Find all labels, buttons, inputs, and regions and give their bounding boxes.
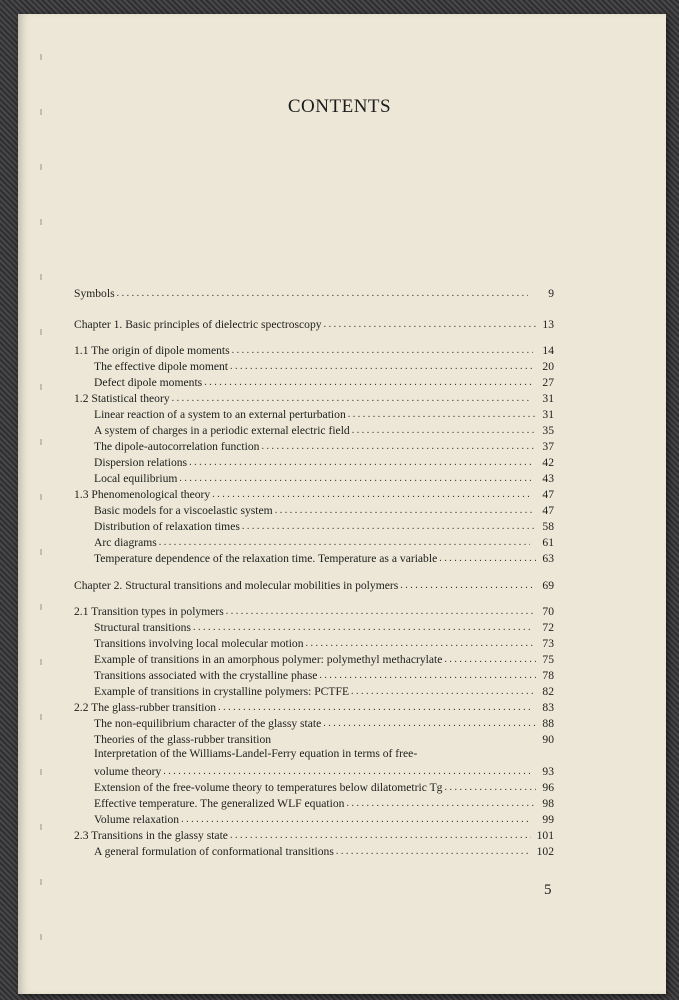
toc-subsection (74, 358, 554, 374)
toc-entry-label: 1.3 Phenomenological theory (74, 488, 211, 501)
leader-dots (346, 797, 536, 811)
toc-subsection (74, 715, 554, 731)
leader-dots (181, 813, 531, 827)
toc-section (74, 390, 554, 406)
leader-dots (159, 536, 530, 550)
toc-entry-label: Symbols (74, 287, 115, 300)
toc-subsection (74, 534, 554, 550)
toc-subsection (74, 502, 554, 518)
toc-entry-label: Temperature dependence of the relaxation time. Temperature as a variable (94, 552, 438, 565)
leader-dots (336, 845, 531, 859)
toc-subsection (74, 683, 554, 699)
leader-dots (193, 621, 532, 635)
leader-dots (261, 440, 534, 454)
toc-entry-page: 73 (542, 637, 554, 650)
toc-entry-label: Example of transitions in an amorphous polymer: polymethyl methacrylate (94, 653, 443, 666)
leader-dots (163, 765, 530, 779)
binding-stitches (40, 54, 42, 954)
leader-dots (444, 653, 536, 667)
toc-entry-label: Extension of the free-volume theory to temperatures below dilatometric Tg (94, 781, 443, 794)
toc-entry-label: 2.1 Transition types in polymers (74, 605, 224, 618)
toc-entry-page: 69 (542, 579, 554, 592)
toc-entry-label: Example of transitions in crystalline polymers: PCTFE (94, 685, 350, 698)
leader-dots (226, 605, 533, 619)
toc-subsection (74, 454, 554, 470)
leader-dots (242, 520, 534, 534)
toc-entry-label: Transitions involving local molecular motion (94, 637, 304, 650)
toc-subsection (74, 438, 554, 454)
toc-entry-page: 35 (542, 424, 554, 437)
toc-entry-page: 96 (542, 781, 554, 794)
toc-subsection (74, 843, 554, 859)
toc-entry-page: 82 (542, 685, 554, 698)
toc-entry-label: Structural transitions (94, 621, 191, 634)
toc-entry-page: 37 (542, 440, 554, 453)
toc-entry-page: 31 (542, 392, 554, 405)
page-title: CONTENTS (287, 96, 392, 117)
toc-entry-page: 78 (542, 669, 554, 682)
toc-entry-label: Distribution of relaxation times (94, 520, 240, 533)
leader-dots (444, 781, 536, 795)
toc-subsection (74, 550, 554, 566)
leader-dots (212, 488, 532, 502)
toc-entry-page: 27 (542, 376, 554, 389)
toc-entry-page: 99 (542, 813, 554, 826)
toc-subsection (74, 667, 554, 683)
toc-entry-label: The non-equilibrium character of the glassy state (94, 717, 322, 730)
toc-subsection (74, 422, 554, 438)
toc-entry-label: Dispersion relations (94, 456, 188, 469)
leader-dots (218, 701, 533, 715)
leader-dots (117, 287, 528, 301)
leader-dots (352, 424, 537, 438)
toc-entry-label: Volume relaxation (94, 813, 180, 826)
toc-entry-page: 93 (542, 765, 554, 778)
toc-entry-page: 83 (542, 701, 554, 714)
leader-dots (189, 456, 531, 470)
toc-entry-page: 101 (536, 829, 554, 842)
toc-subsection (74, 811, 554, 827)
toc-section (74, 342, 554, 358)
leader-dots (400, 579, 536, 593)
toc-entry-page: 102 (536, 845, 554, 858)
toc-subsection (74, 470, 554, 486)
toc-entry-page: 43 (542, 472, 554, 485)
toc-entry-page: 14 (542, 344, 554, 357)
toc-subsection (74, 518, 554, 534)
toc-entry-label: Defect dipole moments (94, 376, 203, 389)
toc-subsection (74, 635, 554, 651)
toc-chapter (74, 577, 554, 593)
toc-entry-label: A system of charges in a periodic external electric field (94, 424, 350, 437)
toc-entry-label: A general formulation of conformational transitions (94, 845, 334, 858)
toc-section (74, 827, 554, 843)
toc-entry-page: 20 (542, 360, 554, 373)
leader-dots (439, 552, 536, 566)
leader-dots (179, 472, 530, 486)
toc-entry (74, 285, 554, 301)
leader-dots (204, 376, 532, 390)
toc-entry-page: 31 (542, 408, 554, 421)
leader-dots (306, 637, 537, 651)
leader-dots (319, 669, 536, 683)
toc-entry-label: 2.2 The glass-rubber transition (74, 701, 217, 714)
toc-entry-label: Linear reaction of a system to an external perturbation (94, 408, 346, 421)
leader-dots (172, 392, 531, 406)
toc-entry-label: Arc diagrams (94, 536, 157, 549)
toc-entry-label: Local equilibrium (94, 472, 178, 485)
toc-entry-label: Chapter 1. Basic principles of dielectric spectroscopy (74, 318, 322, 331)
toc-chapter (74, 316, 554, 332)
leader-dots (230, 829, 531, 843)
toc-entry-label: Effective temperature. The generalized WLF equation (94, 797, 345, 810)
toc-entry-label: The effective dipole moment (94, 360, 229, 373)
toc-entry-page: 61 (542, 536, 554, 549)
toc-entry-page: 9 (548, 287, 554, 300)
toc-entry-label-line1: Interpretation of the Williams-Landel-Ferry equation in terms of free- (94, 747, 418, 760)
toc-entry-label: Theories of the glass-rubber transition (94, 733, 272, 746)
toc-section (74, 603, 554, 619)
toc-entry-page: 90 (542, 733, 554, 746)
toc-entry-page: 63 (542, 552, 554, 565)
toc-subsection (74, 795, 554, 811)
toc-section (74, 486, 554, 502)
toc-entry-label: 1.2 Statistical theory (74, 392, 170, 405)
toc-subsection (74, 779, 554, 795)
toc-entry-page: 75 (542, 653, 554, 666)
toc-entry-page: 72 (542, 621, 554, 634)
toc-subsection (74, 374, 554, 390)
leader-dots (324, 318, 537, 332)
leader-dots (232, 344, 534, 358)
toc-entry-label: volume theory (94, 765, 162, 778)
toc-entry-label: Transitions associated with the crystalline phase (94, 669, 318, 682)
toc-section (74, 699, 554, 715)
toc-entry-label: 2.3 Transitions in the glassy state (74, 829, 228, 842)
toc-entry-page: 42 (542, 456, 554, 469)
toc-entry-page: 88 (542, 717, 554, 730)
toc-entry-page: 98 (542, 797, 554, 810)
toc-subsection (74, 406, 554, 422)
toc-entry-label: The dipole-autocorrelation function (94, 440, 260, 453)
toc-subsection (74, 763, 554, 779)
toc-entry-page: 47 (542, 488, 554, 501)
page-number: 5 (544, 882, 552, 898)
toc-entry-page: 58 (542, 520, 554, 533)
toc-entry-page: 13 (542, 318, 554, 331)
toc-entry-label: 1.1 The origin of dipole moments (74, 344, 230, 357)
leader-dots (351, 685, 536, 699)
toc-subsection (74, 651, 554, 667)
leader-dots (323, 717, 536, 731)
toc-entry-label: Chapter 2. Structural transitions and molecular mobilities in polymers (74, 579, 399, 592)
toc-subsection (74, 731, 554, 747)
toc-entry-page: 47 (542, 504, 554, 517)
leader-dots (275, 504, 536, 518)
toc-entry-label: Basic models for a viscoelastic system (94, 504, 273, 517)
toc-entry-page: 70 (542, 605, 554, 618)
toc-subsection (74, 619, 554, 635)
leader-dots (348, 408, 537, 422)
leader-dots (230, 360, 533, 374)
